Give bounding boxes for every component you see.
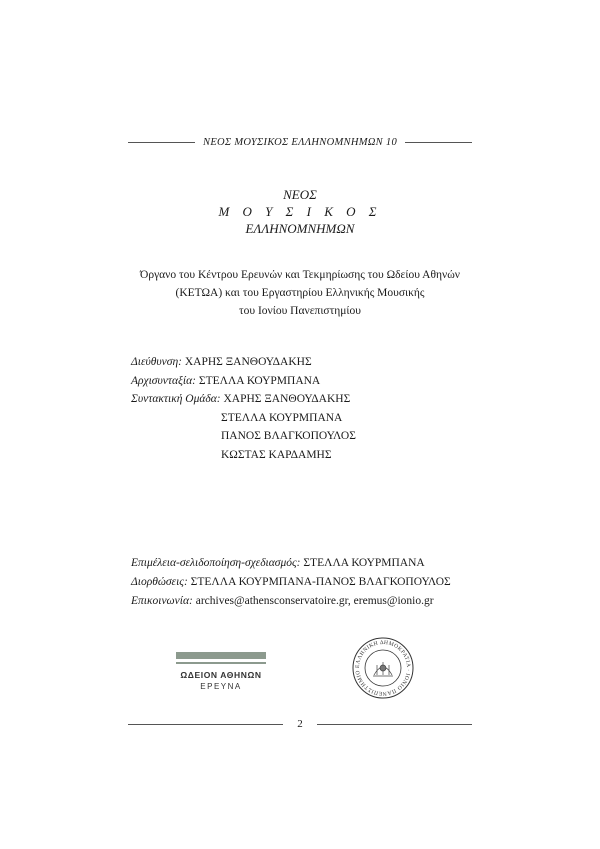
team-label: Συντακτική Ομάδα: [131,393,221,405]
proofreading-credit-row [131,573,451,592]
contact-value: archives@athensconservatoire.gr, eremus@ionio.gr [195,595,434,607]
page-number: 2 [297,718,303,730]
footer-rule-left [128,724,283,725]
editor-row [131,372,356,391]
director-label: Διεύθυνση: [131,356,182,368]
seal-text: ΕΛΛΗΝΙΚΗ ΔΗΜΟΚΡΑΤΙΑ · ΙΟΝΙΟ ΠΑΝΕΠΙΣΤΗΜΙΟ [354,639,412,697]
director-name: ΧΑΡΗΣ ΞΑΝΘΟΥΔΑΚΗΣ [184,356,312,368]
title-line-1: ΝΕΟΣ [283,187,317,202]
organization-statement [100,266,500,320]
athens-conservatoire-logo [176,652,266,691]
ionian-university-seal-icon [352,637,414,699]
team-member: ΣΤΕΛΛΑ ΚΟΥΡΜΠΑΝΑ [221,411,343,424]
page-footer [128,714,472,734]
running-head-rule-left [128,142,195,143]
proofreading-label: Διορθώσεις: [131,576,188,588]
contact-label: Επικοινωνία: [131,595,193,607]
editor-name: ΣΤΕΛΛΑ ΚΟΥΡΜΠΑΝΑ [198,374,321,387]
title-line-2: Μ Ο Υ Σ Ι Κ Ο Σ [218,204,382,219]
editor-label: Αρχισυνταξία: [131,374,196,387]
journal-title [0,186,600,237]
logo-bar-thick [176,652,266,659]
director-row [131,353,356,372]
team-member: ΧΑΡΗΣ ΞΑΝΘΟΥΔΑΚΗΣ [223,393,351,405]
layout-label: Επιμέλεια-σελιδοποίηση-σχεδιασμός: [131,557,301,569]
logo-name: ΩΔΕΙΟΝ ΑΘΗΝΩΝ [180,670,262,680]
title-line-3: ΕΛΛΗΝΟΜΝΗΜΩΝ [245,221,355,236]
contact-row [131,592,451,611]
logo-bar-thin [176,662,266,664]
running-head-text: ΝΕΟΣ ΜΟΥΣΙΚΟΣ ΕΛΛΗΝΟΜΝΗΜΩΝ 10 [203,136,397,148]
team-row [131,390,356,409]
organization-line-2: (ΚΕΤΩΑ) και του Εργαστηρίου Ελληνικής Μουσικής [175,287,425,299]
organization-line-1: Όργανο του Κέντρου Ερευνών και Τεκμηρίωσης του Ωδείου Αθηνών [140,269,460,281]
footer-rule-right [317,724,472,725]
layout-credit-row [131,554,451,573]
layout-name: ΣΤΕΛΛΑ ΚΟΥΡΜΠΑΝΑ [303,557,425,569]
logo-subtitle: ΕΡΕΥΝΑ [200,682,242,691]
team-member: ΚΩΣΤΑΣ ΚΑΡΔΑΜΗΣ [221,448,332,461]
editorial-board [131,353,356,464]
team-member: ΠΑΝΟΣ ΒΛΑΓΚΟΠΟΥΛΟΣ [221,430,356,442]
running-head [128,132,472,152]
running-head-rule-right [405,142,472,143]
organization-line-3: του Ιονίου Πανεπιστημίου [239,305,361,317]
proofreading-name: ΣΤΕΛΛΑ ΚΟΥΡΜΠΑΝΑ-ΠΑΝΟΣ ΒΛΑΓΚΟΠΟΥΛΟΣ [190,576,451,588]
production-credits [131,554,451,611]
